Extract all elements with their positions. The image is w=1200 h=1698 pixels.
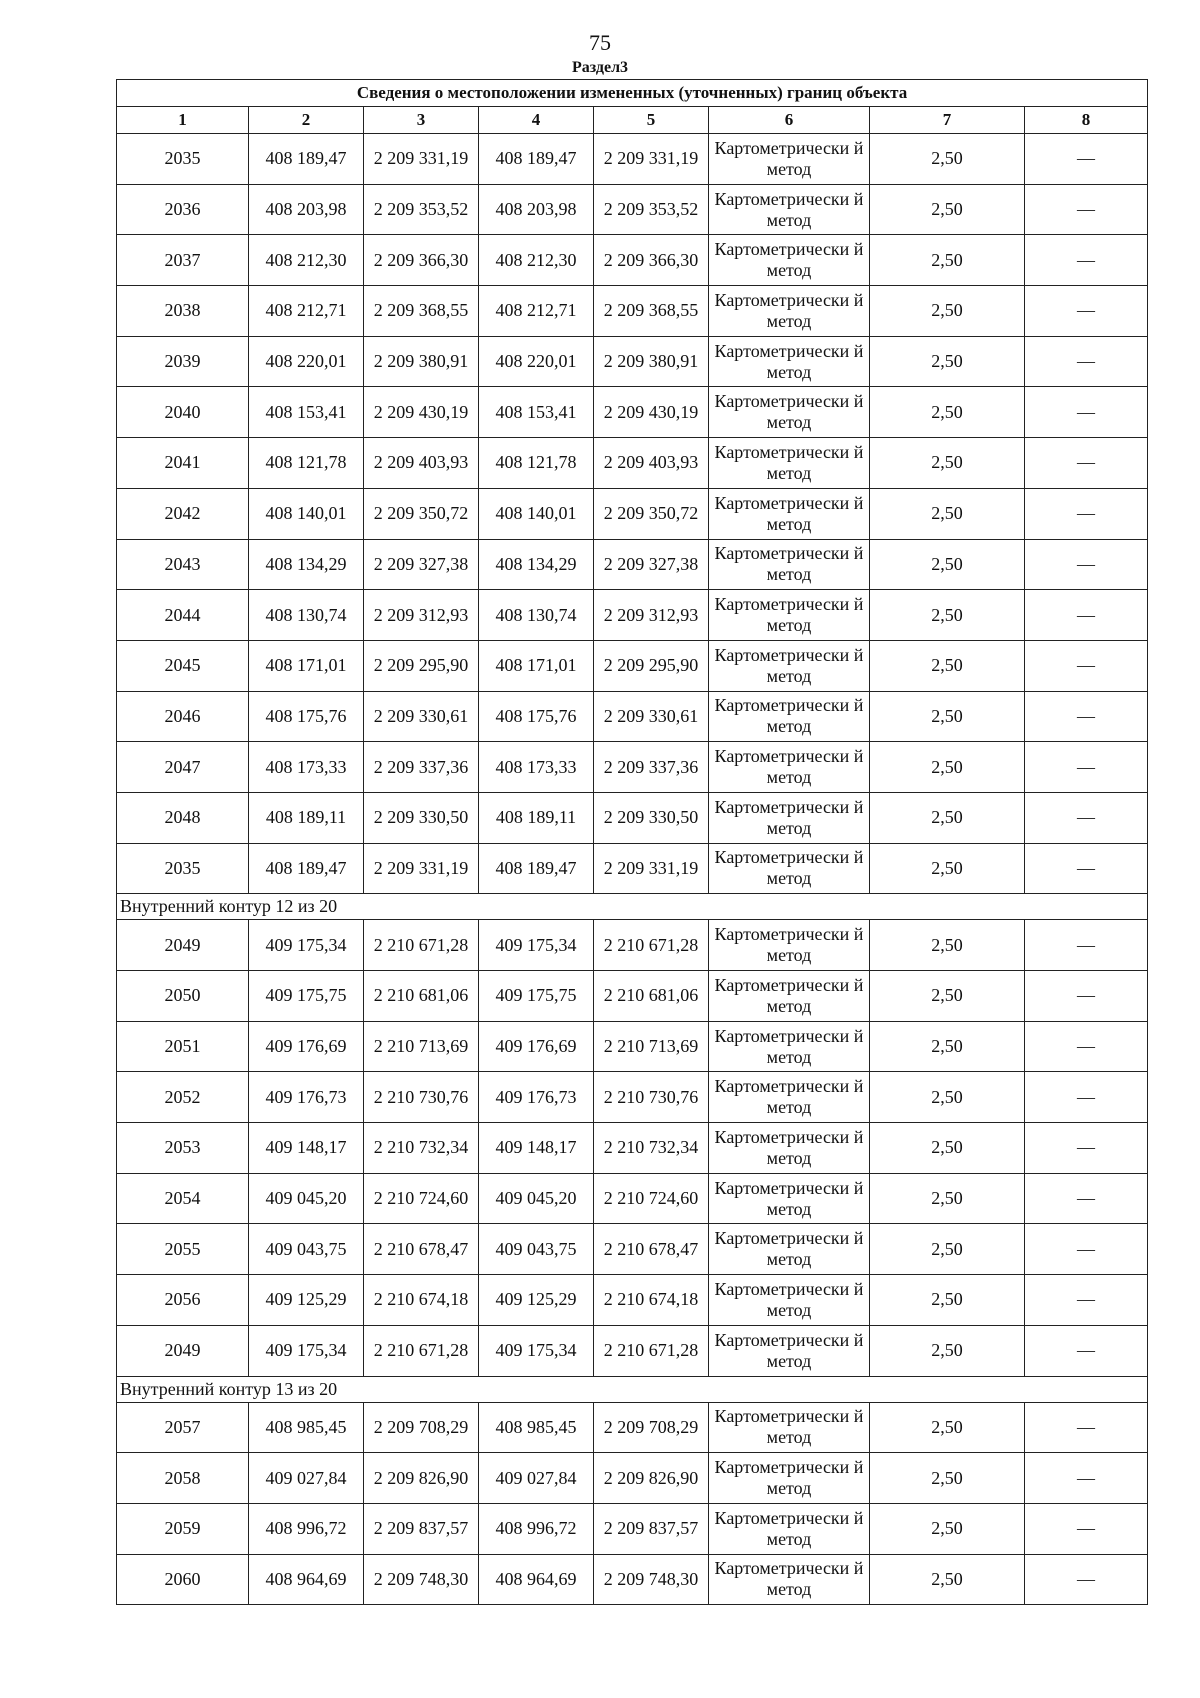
note-cell: — <box>1025 286 1148 337</box>
y-coordinate-cell: 2 209 430,19 <box>594 387 709 438</box>
column-number: 4 <box>479 107 594 134</box>
x-coordinate-cell: 408 153,41 <box>249 387 364 438</box>
column-number: 8 <box>1025 107 1148 134</box>
x-coordinate-cell: 408 134,29 <box>479 539 594 590</box>
point-number-cell: 2056 <box>117 1275 249 1326</box>
accuracy-cell: 2,50 <box>870 1503 1025 1554</box>
y-coordinate-cell: 2 209 837,57 <box>594 1503 709 1554</box>
point-number-cell: 2057 <box>117 1402 249 1453</box>
y-coordinate-cell: 2 210 713,69 <box>364 1021 479 1072</box>
note-cell: — <box>1025 438 1148 489</box>
y-coordinate-cell: 2 210 681,06 <box>364 971 479 1022</box>
y-coordinate-cell: 2 210 671,28 <box>364 1325 479 1376</box>
x-coordinate-cell: 408 173,33 <box>249 742 364 793</box>
x-coordinate-cell: 408 985,45 <box>479 1402 594 1453</box>
accuracy-cell: 2,50 <box>870 539 1025 590</box>
point-number-cell: 2044 <box>117 590 249 641</box>
y-coordinate-cell: 2 209 430,19 <box>364 387 479 438</box>
y-coordinate-cell: 2 210 671,28 <box>594 1325 709 1376</box>
y-coordinate-cell: 2 209 366,30 <box>364 235 479 286</box>
method-cell: Картометрически й метод <box>709 742 870 793</box>
accuracy-cell: 2,50 <box>870 1275 1025 1326</box>
method-cell: Картометрически й метод <box>709 1275 870 1326</box>
accuracy-cell: 2,50 <box>870 640 1025 691</box>
x-coordinate-cell: 408 996,72 <box>479 1503 594 1554</box>
y-coordinate-cell: 2 209 295,90 <box>594 640 709 691</box>
note-cell: — <box>1025 1021 1148 1072</box>
table-row <box>117 1275 1148 1326</box>
table-caption-row <box>117 80 1148 107</box>
y-coordinate-cell: 2 209 826,90 <box>364 1453 479 1504</box>
y-coordinate-cell: 2 209 366,30 <box>594 235 709 286</box>
accuracy-cell: 2,50 <box>870 1554 1025 1605</box>
accuracy-cell: 2,50 <box>870 843 1025 894</box>
contour-label: Внутренний контур 12 из 20 <box>117 894 1148 920</box>
y-coordinate-cell: 2 209 327,38 <box>594 539 709 590</box>
contour-label: Внутренний контур 13 из 20 <box>117 1376 1148 1402</box>
table-row <box>117 1402 1148 1453</box>
note-cell: — <box>1025 1325 1148 1376</box>
point-number-cell: 2059 <box>117 1503 249 1554</box>
method-cell: Картометрически й метод <box>709 1325 870 1376</box>
table-body <box>117 134 1148 1605</box>
point-number-cell: 2049 <box>117 920 249 971</box>
table-row <box>117 1453 1148 1504</box>
x-coordinate-cell: 408 189,47 <box>249 134 364 185</box>
section-title: Раздел3 <box>571 59 629 76</box>
accuracy-cell: 2,50 <box>870 488 1025 539</box>
method-cell: Картометрически й метод <box>709 691 870 742</box>
x-coordinate-cell: 408 203,98 <box>249 184 364 235</box>
accuracy-cell: 2,50 <box>870 1021 1025 1072</box>
point-number-cell: 2055 <box>117 1224 249 1275</box>
note-cell: — <box>1025 843 1148 894</box>
table-row <box>117 1072 1148 1123</box>
note-cell: — <box>1025 1453 1148 1504</box>
method-cell: Картометрически й метод <box>709 539 870 590</box>
point-number-cell: 2051 <box>117 1021 249 1072</box>
accuracy-cell: 2,50 <box>870 971 1025 1022</box>
note-cell: — <box>1025 1275 1148 1326</box>
point-number-cell: 2047 <box>117 742 249 793</box>
x-coordinate-cell: 409 175,75 <box>479 971 594 1022</box>
accuracy-cell: 2,50 <box>870 742 1025 793</box>
x-coordinate-cell: 408 173,33 <box>479 742 594 793</box>
accuracy-cell: 2,50 <box>870 920 1025 971</box>
table-row <box>117 235 1148 286</box>
x-coordinate-cell: 408 212,30 <box>249 235 364 286</box>
y-coordinate-cell: 2 209 295,90 <box>364 640 479 691</box>
accuracy-cell: 2,50 <box>870 134 1025 185</box>
y-coordinate-cell: 2 209 331,19 <box>594 843 709 894</box>
accuracy-cell: 2,50 <box>870 792 1025 843</box>
accuracy-cell: 2,50 <box>870 1325 1025 1376</box>
table-row <box>117 1173 1148 1224</box>
accuracy-cell: 2,50 <box>870 1453 1025 1504</box>
y-coordinate-cell: 2 209 330,50 <box>364 792 479 843</box>
x-coordinate-cell: 409 043,75 <box>479 1224 594 1275</box>
x-coordinate-cell: 408 171,01 <box>249 640 364 691</box>
table-row <box>117 1123 1148 1174</box>
method-cell: Картометрически й метод <box>709 1503 870 1554</box>
y-coordinate-cell: 2 209 368,55 <box>364 286 479 337</box>
column-number: 7 <box>870 107 1025 134</box>
contour-header-row <box>117 894 1148 920</box>
method-cell: Картометрически й метод <box>709 971 870 1022</box>
table-row <box>117 640 1148 691</box>
note-cell: — <box>1025 1123 1148 1174</box>
y-coordinate-cell: 2 209 331,19 <box>364 134 479 185</box>
x-coordinate-cell: 409 176,73 <box>249 1072 364 1123</box>
table-row <box>117 134 1148 185</box>
point-number-cell: 2058 <box>117 1453 249 1504</box>
point-number-cell: 2039 <box>117 336 249 387</box>
y-coordinate-cell: 2 209 403,93 <box>364 438 479 489</box>
column-number: 1 <box>117 107 249 134</box>
note-cell: — <box>1025 590 1148 641</box>
point-number-cell: 2054 <box>117 1173 249 1224</box>
y-coordinate-cell: 2 210 674,18 <box>594 1275 709 1326</box>
table-row <box>117 1503 1148 1554</box>
method-cell: Картометрически й метод <box>709 488 870 539</box>
table-row <box>117 1224 1148 1275</box>
method-cell: Картометрически й метод <box>709 590 870 641</box>
method-cell: Картометрически й метод <box>709 336 870 387</box>
x-coordinate-cell: 408 130,74 <box>479 590 594 641</box>
y-coordinate-cell: 2 209 330,61 <box>364 691 479 742</box>
accuracy-cell: 2,50 <box>870 387 1025 438</box>
accuracy-cell: 2,50 <box>870 1072 1025 1123</box>
y-coordinate-cell: 2 210 678,47 <box>364 1224 479 1275</box>
table-row <box>117 539 1148 590</box>
accuracy-cell: 2,50 <box>870 1173 1025 1224</box>
y-coordinate-cell: 2 209 312,93 <box>364 590 479 641</box>
y-coordinate-cell: 2 210 671,28 <box>594 920 709 971</box>
y-coordinate-cell: 2 209 331,19 <box>594 134 709 185</box>
x-coordinate-cell: 409 027,84 <box>249 1453 364 1504</box>
page-number: 75 <box>589 30 611 55</box>
x-coordinate-cell: 409 148,17 <box>479 1123 594 1174</box>
note-cell: — <box>1025 134 1148 185</box>
y-coordinate-cell: 2 210 713,69 <box>594 1021 709 1072</box>
x-coordinate-cell: 409 045,20 <box>479 1173 594 1224</box>
note-cell: — <box>1025 1072 1148 1123</box>
x-coordinate-cell: 408 985,45 <box>249 1402 364 1453</box>
point-number-cell: 2045 <box>117 640 249 691</box>
table-row <box>117 438 1148 489</box>
y-coordinate-cell: 2 210 724,60 <box>364 1173 479 1224</box>
x-coordinate-cell: 409 176,69 <box>249 1021 364 1072</box>
accuracy-cell: 2,50 <box>870 1402 1025 1453</box>
y-coordinate-cell: 2 209 380,91 <box>364 336 479 387</box>
y-coordinate-cell: 2 209 748,30 <box>364 1554 479 1605</box>
table-row <box>117 590 1148 641</box>
table-caption: Сведения о местоположении измененных (уточненных) границ объекта <box>117 80 1148 107</box>
point-number-cell: 2037 <box>117 235 249 286</box>
column-number: 2 <box>249 107 364 134</box>
x-coordinate-cell: 408 130,74 <box>249 590 364 641</box>
note-cell: — <box>1025 1503 1148 1554</box>
y-coordinate-cell: 2 209 330,61 <box>594 691 709 742</box>
x-coordinate-cell: 409 175,34 <box>479 1325 594 1376</box>
note-cell: — <box>1025 792 1148 843</box>
method-cell: Картометрически й метод <box>709 235 870 286</box>
y-coordinate-cell: 2 210 732,34 <box>594 1123 709 1174</box>
method-cell: Картометрически й метод <box>709 1173 870 1224</box>
table-row <box>117 387 1148 438</box>
method-cell: Картометрически й метод <box>709 792 870 843</box>
table-row <box>117 843 1148 894</box>
x-coordinate-cell: 408 121,78 <box>249 438 364 489</box>
y-coordinate-cell: 2 209 380,91 <box>594 336 709 387</box>
accuracy-cell: 2,50 <box>870 235 1025 286</box>
x-coordinate-cell: 408 189,11 <box>479 792 594 843</box>
accuracy-cell: 2,50 <box>870 184 1025 235</box>
x-coordinate-cell: 408 121,78 <box>479 438 594 489</box>
y-coordinate-cell: 2 209 368,55 <box>594 286 709 337</box>
table-row <box>117 792 1148 843</box>
y-coordinate-cell: 2 209 403,93 <box>594 438 709 489</box>
x-coordinate-cell: 409 176,69 <box>479 1021 594 1072</box>
accuracy-cell: 2,50 <box>870 1224 1025 1275</box>
note-cell: — <box>1025 920 1148 971</box>
accuracy-cell: 2,50 <box>870 691 1025 742</box>
method-cell: Картометрически й метод <box>709 134 870 185</box>
table-row <box>117 488 1148 539</box>
x-coordinate-cell: 408 189,47 <box>479 843 594 894</box>
y-coordinate-cell: 2 209 826,90 <box>594 1453 709 1504</box>
note-cell: — <box>1025 235 1148 286</box>
accuracy-cell: 2,50 <box>870 1123 1025 1174</box>
column-number: 5 <box>594 107 709 134</box>
x-coordinate-cell: 408 175,76 <box>479 691 594 742</box>
accuracy-cell: 2,50 <box>870 336 1025 387</box>
y-coordinate-cell: 2 209 708,29 <box>594 1402 709 1453</box>
table-row <box>117 1554 1148 1605</box>
point-number-cell: 2041 <box>117 438 249 489</box>
x-coordinate-cell: 409 175,34 <box>479 920 594 971</box>
method-cell: Картометрически й метод <box>709 438 870 489</box>
x-coordinate-cell: 408 964,69 <box>479 1554 594 1605</box>
column-number: 6 <box>709 107 870 134</box>
method-cell: Картометрически й метод <box>709 843 870 894</box>
y-coordinate-cell: 2 210 732,34 <box>364 1123 479 1174</box>
x-coordinate-cell: 408 220,01 <box>479 336 594 387</box>
note-cell: — <box>1025 387 1148 438</box>
x-coordinate-cell: 409 125,29 <box>479 1275 594 1326</box>
note-cell: — <box>1025 742 1148 793</box>
accuracy-cell: 2,50 <box>870 590 1025 641</box>
x-coordinate-cell: 408 134,29 <box>249 539 364 590</box>
point-number-cell: 2052 <box>117 1072 249 1123</box>
y-coordinate-cell: 2 209 337,36 <box>364 742 479 793</box>
y-coordinate-cell: 2 210 730,76 <box>364 1072 479 1123</box>
point-number-cell: 2040 <box>117 387 249 438</box>
point-number-cell: 2038 <box>117 286 249 337</box>
note-cell: — <box>1025 640 1148 691</box>
x-coordinate-cell: 408 140,01 <box>249 488 364 539</box>
table-row <box>117 920 1148 971</box>
y-coordinate-cell: 2 210 678,47 <box>594 1224 709 1275</box>
note-cell: — <box>1025 691 1148 742</box>
table-row <box>117 1021 1148 1072</box>
point-number-cell: 2035 <box>117 134 249 185</box>
x-coordinate-cell: 409 027,84 <box>479 1453 594 1504</box>
point-number-cell: 2049 <box>117 1325 249 1376</box>
x-coordinate-cell: 409 125,29 <box>249 1275 364 1326</box>
point-number-cell: 2036 <box>117 184 249 235</box>
note-cell: — <box>1025 1173 1148 1224</box>
y-coordinate-cell: 2 209 708,29 <box>364 1402 479 1453</box>
y-coordinate-cell: 2 209 330,50 <box>594 792 709 843</box>
x-coordinate-cell: 409 176,73 <box>479 1072 594 1123</box>
note-cell: — <box>1025 539 1148 590</box>
table-row <box>117 184 1148 235</box>
method-cell: Картометрически й метод <box>709 1021 870 1072</box>
y-coordinate-cell: 2 209 837,57 <box>364 1503 479 1554</box>
accuracy-cell: 2,50 <box>870 438 1025 489</box>
x-coordinate-cell: 409 045,20 <box>249 1173 364 1224</box>
method-cell: Картометрически й метод <box>709 1554 870 1605</box>
y-coordinate-cell: 2 210 681,06 <box>594 971 709 1022</box>
point-number-cell: 2043 <box>117 539 249 590</box>
x-coordinate-cell: 408 189,47 <box>249 843 364 894</box>
x-coordinate-cell: 408 964,69 <box>249 1554 364 1605</box>
column-number: 3 <box>364 107 479 134</box>
y-coordinate-cell: 2 210 730,76 <box>594 1072 709 1123</box>
x-coordinate-cell: 409 175,75 <box>249 971 364 1022</box>
note-cell: — <box>1025 1224 1148 1275</box>
x-coordinate-cell: 409 175,34 <box>249 1325 364 1376</box>
table-row <box>117 971 1148 1022</box>
table-row <box>117 286 1148 337</box>
note-cell: — <box>1025 971 1148 1022</box>
point-number-cell: 2035 <box>117 843 249 894</box>
contour-header-row <box>117 1376 1148 1402</box>
y-coordinate-cell: 2 209 331,19 <box>364 843 479 894</box>
y-coordinate-cell: 2 209 327,38 <box>364 539 479 590</box>
x-coordinate-cell: 409 148,17 <box>249 1123 364 1174</box>
method-cell: Картометрически й метод <box>709 184 870 235</box>
point-number-cell: 2042 <box>117 488 249 539</box>
y-coordinate-cell: 2 209 353,52 <box>594 184 709 235</box>
y-coordinate-cell: 2 209 353,52 <box>364 184 479 235</box>
point-number-cell: 2048 <box>117 792 249 843</box>
x-coordinate-cell: 408 996,72 <box>249 1503 364 1554</box>
y-coordinate-cell: 2 209 748,30 <box>594 1554 709 1605</box>
note-cell: — <box>1025 184 1148 235</box>
x-coordinate-cell: 408 140,01 <box>479 488 594 539</box>
x-coordinate-cell: 409 043,75 <box>249 1224 364 1275</box>
x-coordinate-cell: 408 212,71 <box>249 286 364 337</box>
x-coordinate-cell: 408 203,98 <box>479 184 594 235</box>
y-coordinate-cell: 2 209 312,93 <box>594 590 709 641</box>
column-number-row <box>117 107 1148 134</box>
x-coordinate-cell: 408 220,01 <box>249 336 364 387</box>
x-coordinate-cell: 408 212,30 <box>479 235 594 286</box>
y-coordinate-cell: 2 209 337,36 <box>594 742 709 793</box>
x-coordinate-cell: 408 189,47 <box>479 134 594 185</box>
point-number-cell: 2050 <box>117 971 249 1022</box>
point-number-cell: 2046 <box>117 691 249 742</box>
note-cell: — <box>1025 1554 1148 1605</box>
method-cell: Картометрически й метод <box>709 640 870 691</box>
note-cell: — <box>1025 336 1148 387</box>
table-row <box>117 1325 1148 1376</box>
x-coordinate-cell: 408 153,41 <box>479 387 594 438</box>
x-coordinate-cell: 408 212,71 <box>479 286 594 337</box>
y-coordinate-cell: 2 210 724,60 <box>594 1173 709 1224</box>
y-coordinate-cell: 2 210 671,28 <box>364 920 479 971</box>
y-coordinate-cell: 2 210 674,18 <box>364 1275 479 1326</box>
table-row <box>117 691 1148 742</box>
method-cell: Картометрически й метод <box>709 1123 870 1174</box>
method-cell: Картометрически й метод <box>709 1402 870 1453</box>
x-coordinate-cell: 409 175,34 <box>249 920 364 971</box>
point-number-cell: 2053 <box>117 1123 249 1174</box>
method-cell: Картометрически й метод <box>709 1072 870 1123</box>
note-cell: — <box>1025 1402 1148 1453</box>
table-row <box>117 742 1148 793</box>
method-cell: Картометрически й метод <box>709 1453 870 1504</box>
y-coordinate-cell: 2 209 350,72 <box>594 488 709 539</box>
boundary-coordinates-table <box>116 79 1148 1605</box>
accuracy-cell: 2,50 <box>870 286 1025 337</box>
method-cell: Картометрически й метод <box>709 1224 870 1275</box>
x-coordinate-cell: 408 189,11 <box>249 792 364 843</box>
method-cell: Картометрически й метод <box>709 387 870 438</box>
note-cell: — <box>1025 488 1148 539</box>
method-cell: Картометрически й метод <box>709 286 870 337</box>
y-coordinate-cell: 2 209 350,72 <box>364 488 479 539</box>
table-row <box>117 336 1148 387</box>
method-cell: Картометрически й метод <box>709 920 870 971</box>
x-coordinate-cell: 408 175,76 <box>249 691 364 742</box>
point-number-cell: 2060 <box>117 1554 249 1605</box>
x-coordinate-cell: 408 171,01 <box>479 640 594 691</box>
